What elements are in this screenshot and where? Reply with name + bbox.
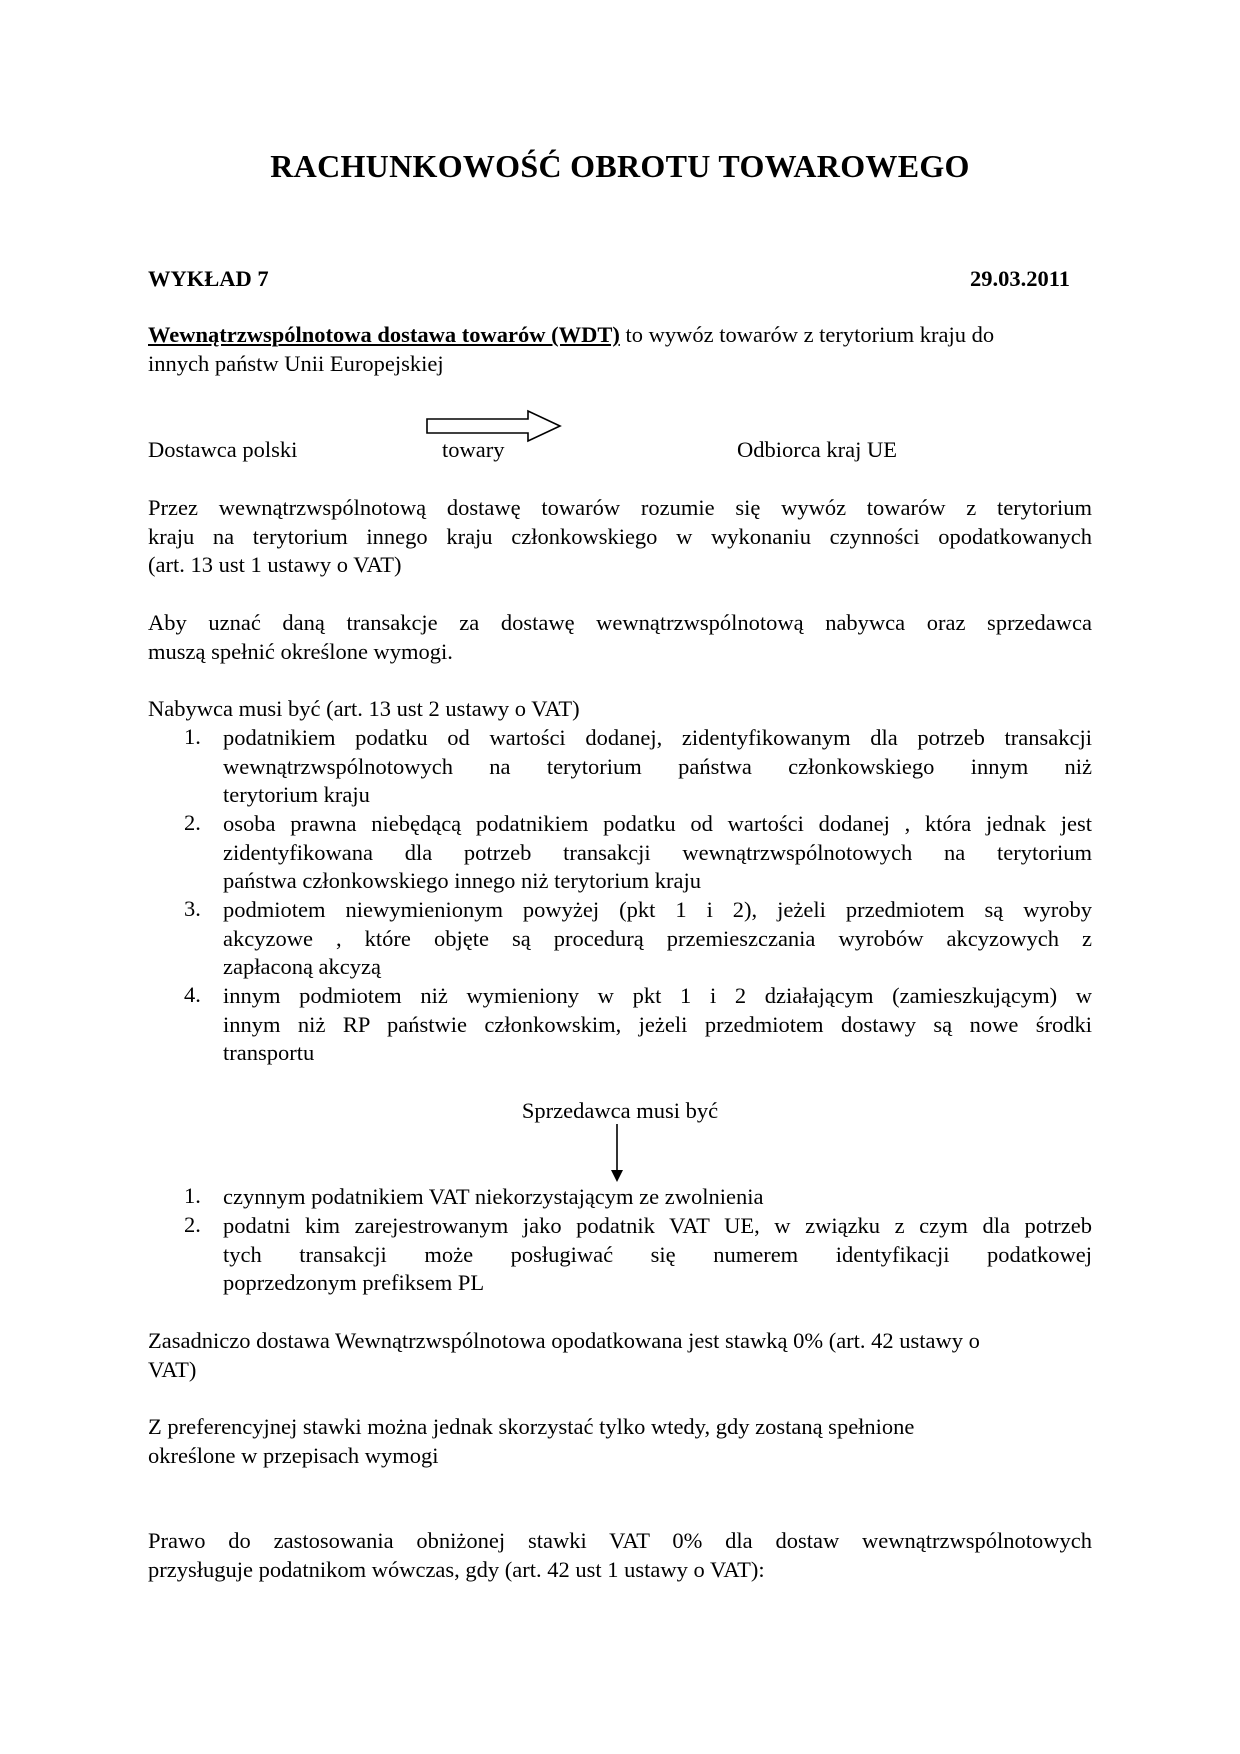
buyer-item-1-line-3: terytorium kraju (223, 782, 370, 807)
seller-item-2-line-1: podatni kim zarejestrowanym jako podatnik VAT UE, w związku z czym dla potrzeb (223, 1213, 1092, 1238)
wdt-term: Wewnątrzwspólnotowa dostawa towarów (WDT) (148, 322, 620, 347)
buyer-item-4-line-1: innym podmiotem niż wymieniony w pkt 1 i 2 działającym (zamieszkującym) w (223, 983, 1092, 1008)
seller-item-number: 2. (184, 1212, 201, 1237)
buyer-item-3-line-3: zapłaconą akcyzą (223, 954, 382, 979)
seller-item-1-line-1: czynnym podatnikiem VAT niekorzystającym ze zwolnienia (223, 1184, 764, 1209)
seller-item-2 (223, 1212, 1092, 1298)
document-title: RACHUNKOWOŚĆ OBROTU TOWAROWEGO (270, 148, 970, 184)
buyer-item-4 (223, 982, 1092, 1068)
buyer-item-3-line-1: podmiotem niewymienionym powyżej (pkt 1 i 2), jeżeli przedmiotem są wyroby (223, 897, 1092, 922)
buyer-item-number: 3. (184, 896, 201, 921)
right-line-2: przysługuje podatnikom wówczas, gdy (art. 42 ust 1 ustawy o VAT): (148, 1556, 765, 1582)
buyer-item-2-line-3: państwa członkowskiego innego niż terytorium kraju (223, 868, 702, 893)
requirements-line-2: muszą spełnić określone wymogi. (148, 638, 453, 664)
rate-paragraph (148, 1327, 1092, 1384)
right-line-1: Prawo do zastosowania obniżonej stawki VAT 0% dla dostaw wewnątrzwspólnotowych (148, 1528, 1092, 1553)
requirements-paragraph (148, 609, 1092, 666)
buyer-item-1-line-1: podatnikiem podatku od wartości dodanej, zidentyfikowanym dla potrzeb transakcji (223, 725, 1092, 750)
buyer-item-2 (223, 810, 1092, 896)
buyer-item-number: 4. (184, 982, 201, 1007)
buyer-item-3-line-2: akcyzowe , które objęte są procedurą przemieszczania wyrobów akcyzowych z (223, 925, 1092, 951)
wdt-definition-text: to wywóz towarów z terytorium kraju do (619, 322, 995, 347)
preferential-paragraph (148, 1413, 1092, 1470)
seller-item-1 (223, 1183, 1092, 1212)
buyer-item-3 (223, 896, 1092, 982)
buyer-item-4-line-2: innym niż RP państwie członkowskim, jeżeli przedmiotem dostawy są nowe środki (223, 1011, 1092, 1037)
diagram-supplier: Dostawca polski (148, 437, 298, 462)
wdt-definition-line2: innych państw Unii Europejskiej (148, 351, 444, 376)
buyer-item-4-line-3: transportu (223, 1040, 315, 1065)
buyer-item-2-line-2: zidentyfikowana dla potrzeb transakcji wewnątrzwspólnotowych na terytorium (223, 839, 1092, 865)
definition-paragraph (148, 494, 1092, 580)
requirements-line-1: Aby uznać daną transakcje za dostawę wewnątrzwspólnotową nabywca oraz sprzedawca (148, 610, 1092, 635)
rate-line-1: Zasadniczo dostawa Wewnątrzwspólnotowa opodatkowana jest stawką 0% (art. 42 ustawy o (148, 1328, 980, 1353)
buyer-item-number: 1. (184, 724, 201, 749)
definition-line-3: (art. 13 ust 1 ustawy o VAT) (148, 552, 402, 577)
seller-item-2-line-3: poprzedzonym prefiksem PL (223, 1270, 485, 1295)
preferential-line-2: określone w przepisach wymogi (148, 1442, 439, 1468)
arrow-down-icon (608, 1124, 626, 1184)
rate-line-2: VAT) (148, 1356, 197, 1382)
buyer-item-1 (223, 724, 1092, 810)
buyer-item-2-line-1: osoba prawna niebędącą podatnikiem podatku od wartości dodanej , która jednak jest (223, 811, 1092, 836)
seller-heading: Sprzedawca musi być (521, 1098, 719, 1123)
seller-item-2-line-2: tych transakcji może posługiwać się numerem identyfikacji podatkowej (223, 1241, 1092, 1267)
lecture-label: WYKŁAD 7 (148, 266, 269, 291)
definition-line-2: kraju na terytorium innego kraju członkowskiego w wykonaniu czynności opodatkowanych (148, 523, 1092, 549)
right-paragraph (148, 1527, 1092, 1584)
buyer-item-1-line-2: wewnątrzwspólnotowych na terytorium państwa członkowskiego innym niż (223, 753, 1092, 779)
buyer-heading: Nabywca musi być (art. 13 ust 2 ustawy o VAT) (148, 696, 580, 721)
diagram-recipient: Odbiorca kraj UE (737, 437, 897, 462)
buyer-item-number: 2. (184, 810, 201, 835)
lecture-date: 29.03.2011 (969, 266, 1070, 291)
wdt-definition (148, 321, 1092, 350)
preferential-line-1: Z preferencyjnej stawki można jednak skorzystać tylko wtedy, gdy zostaną spełnione (148, 1414, 915, 1439)
seller-item-number: 1. (184, 1183, 201, 1208)
definition-line-1: Przez wewnątrzwspólnotową dostawę towarów rozumie się wywóz towarów z terytorium (148, 495, 1092, 520)
diagram-goods: towary (442, 437, 505, 462)
